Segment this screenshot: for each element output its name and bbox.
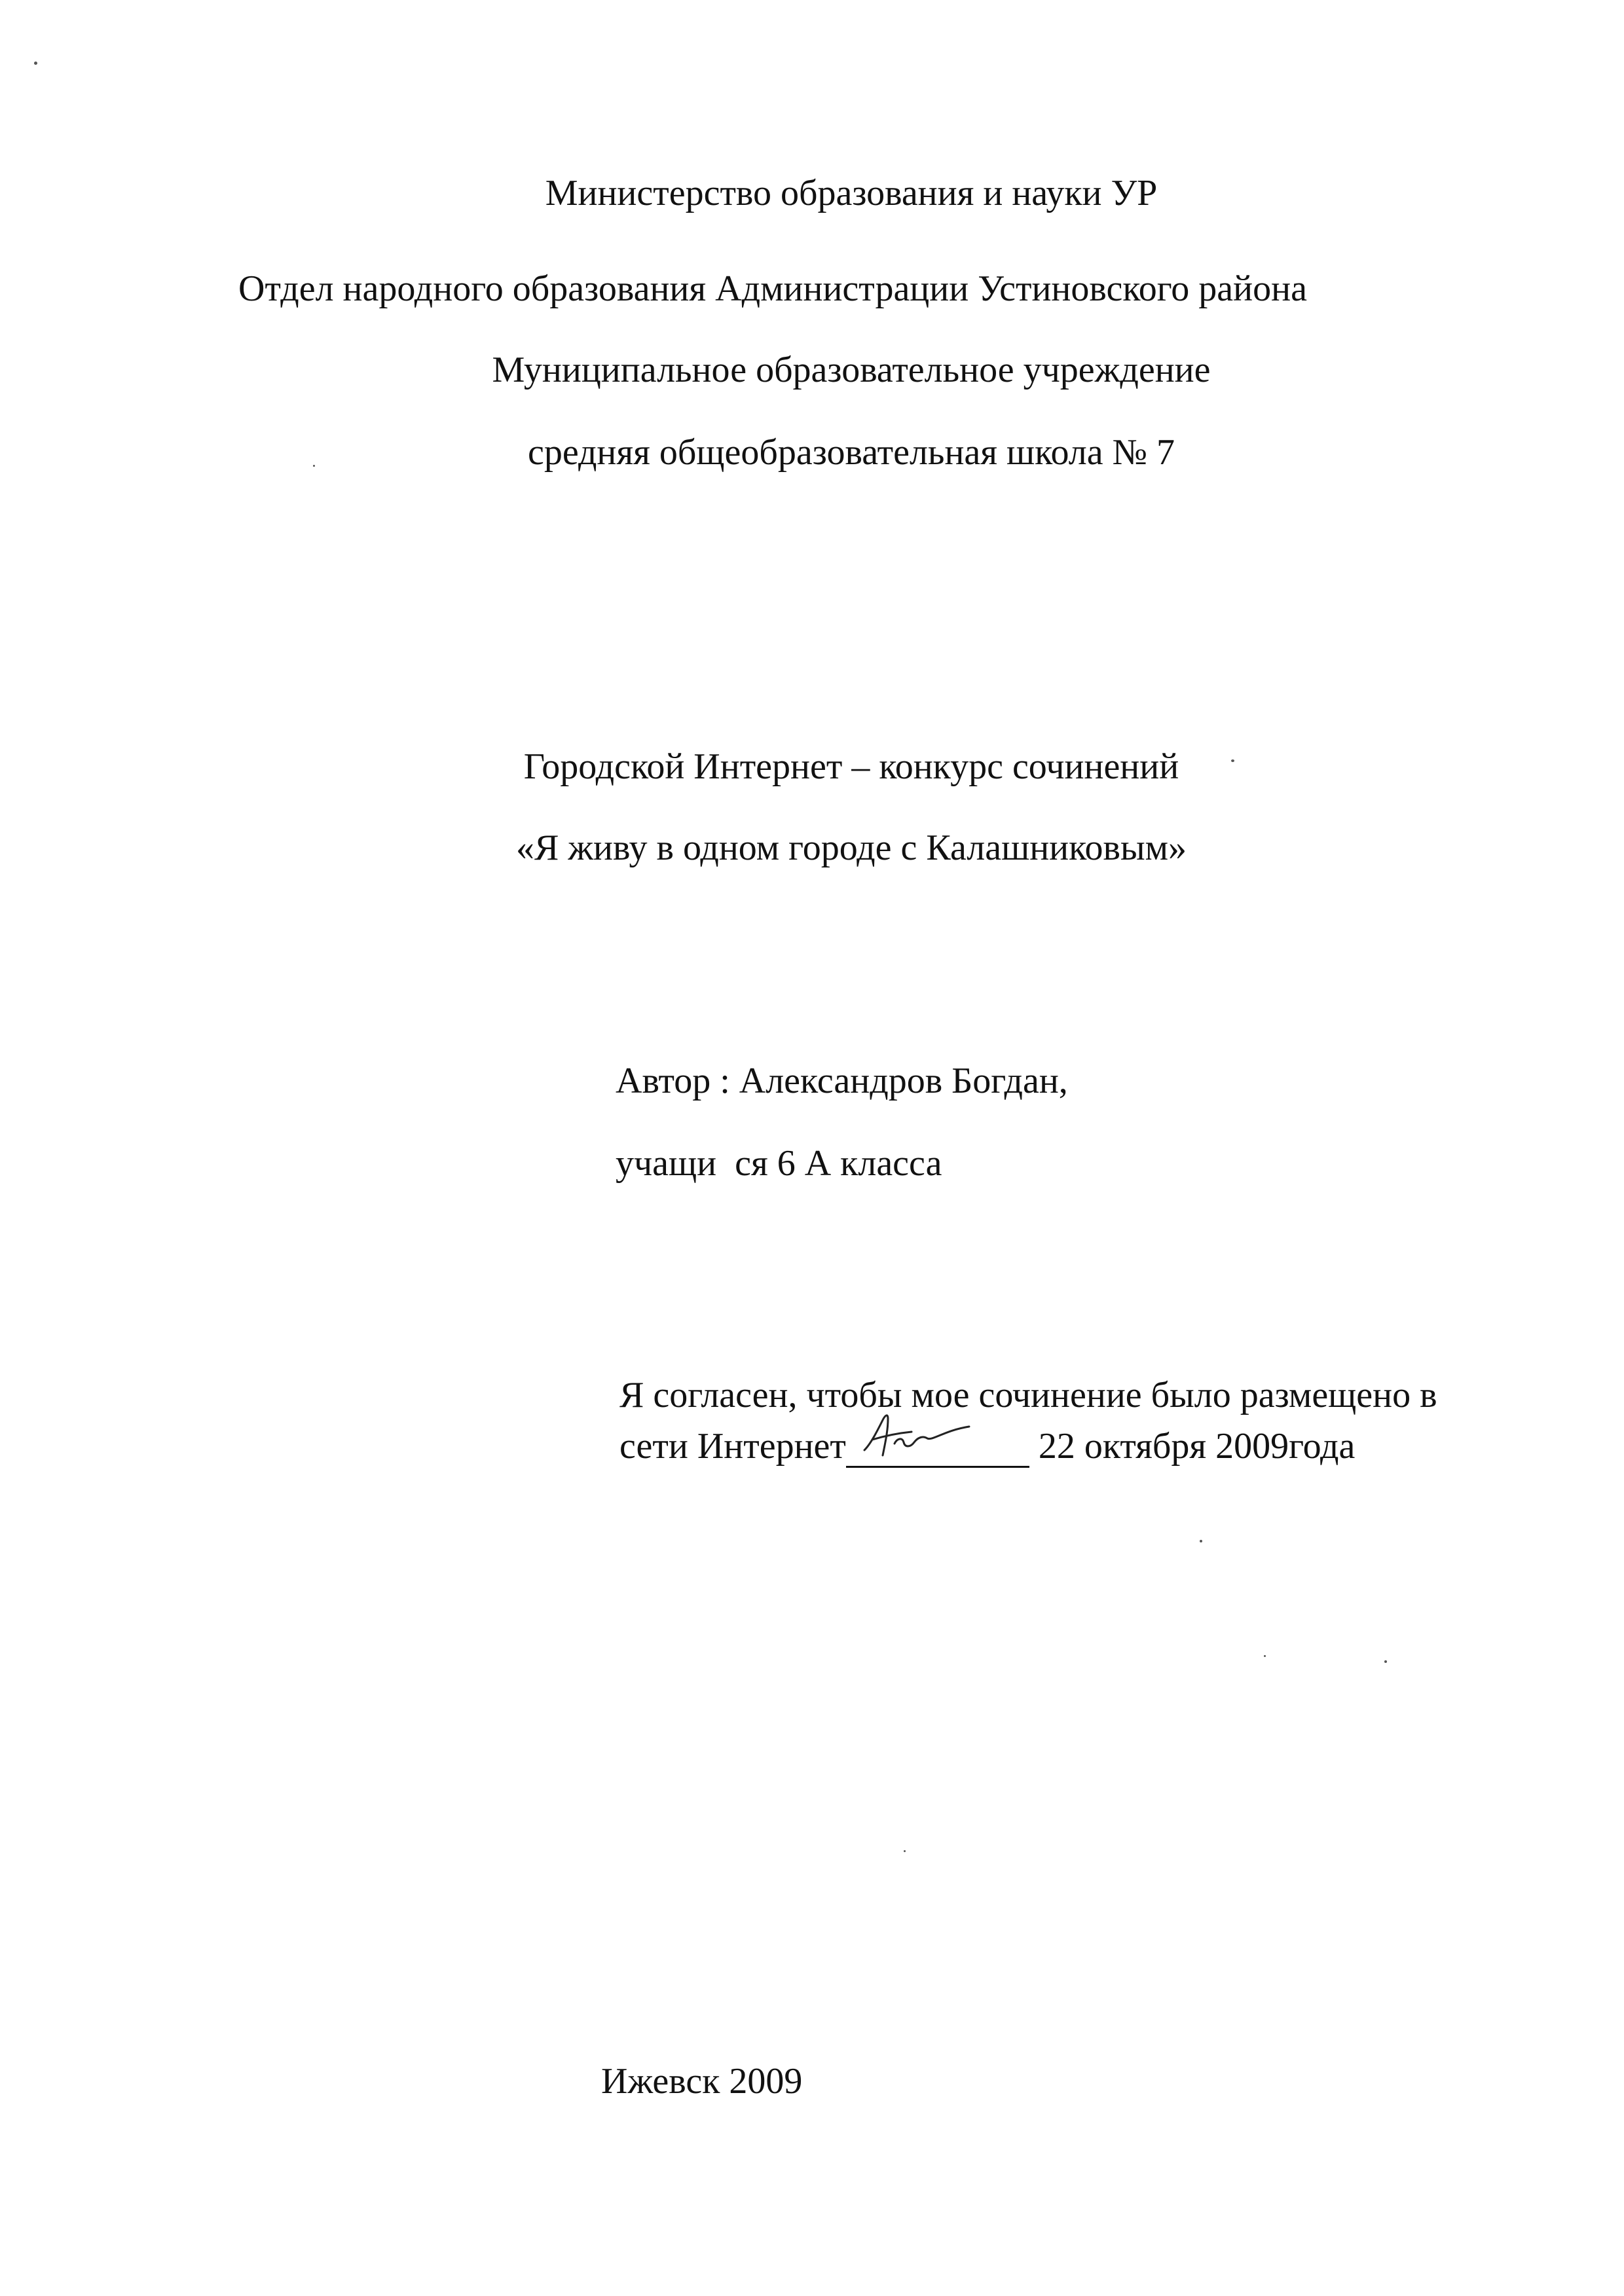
- consent-line-1: Я согласен, чтобы мое сочинение было размещено в: [619, 1375, 1437, 1415]
- author-line: Автор : Александров Богдан,: [616, 1061, 1068, 1101]
- consent-line-2: [619, 1425, 1355, 1468]
- consent-prefix: сети Интернет: [619, 1426, 846, 1467]
- handwritten-signature-icon: [859, 1404, 990, 1470]
- contest-title: «Я живу в одном городе с Калашниковым»: [515, 828, 1187, 868]
- institution-line: Муниципальное образовательное учреждение: [492, 350, 1211, 390]
- scan-speck: [1200, 1540, 1202, 1542]
- scan-speck: [904, 1850, 906, 1852]
- scan-speck: [1264, 1655, 1266, 1657]
- scan-speck: [1384, 1660, 1387, 1663]
- scan-speck: [34, 62, 37, 65]
- consent-date: 22 октября 2009года: [1038, 1426, 1356, 1467]
- ministry-line: Министерство образования и науки УР: [545, 173, 1158, 213]
- department-line: Отдел народного образования Администрации Устиновского района: [238, 268, 1307, 309]
- city-year: Ижевск 2009: [601, 2061, 803, 2102]
- author-class-line: учащи ся 6 А класса: [616, 1143, 942, 1184]
- contest-name: Городской Интернет – конкурс сочинений: [523, 746, 1179, 787]
- school-line: средняя общеобразовательная школа № 7: [527, 432, 1175, 473]
- scan-speck: [1231, 759, 1234, 762]
- signature-blank: [846, 1430, 1029, 1468]
- scan-speck: [313, 465, 315, 467]
